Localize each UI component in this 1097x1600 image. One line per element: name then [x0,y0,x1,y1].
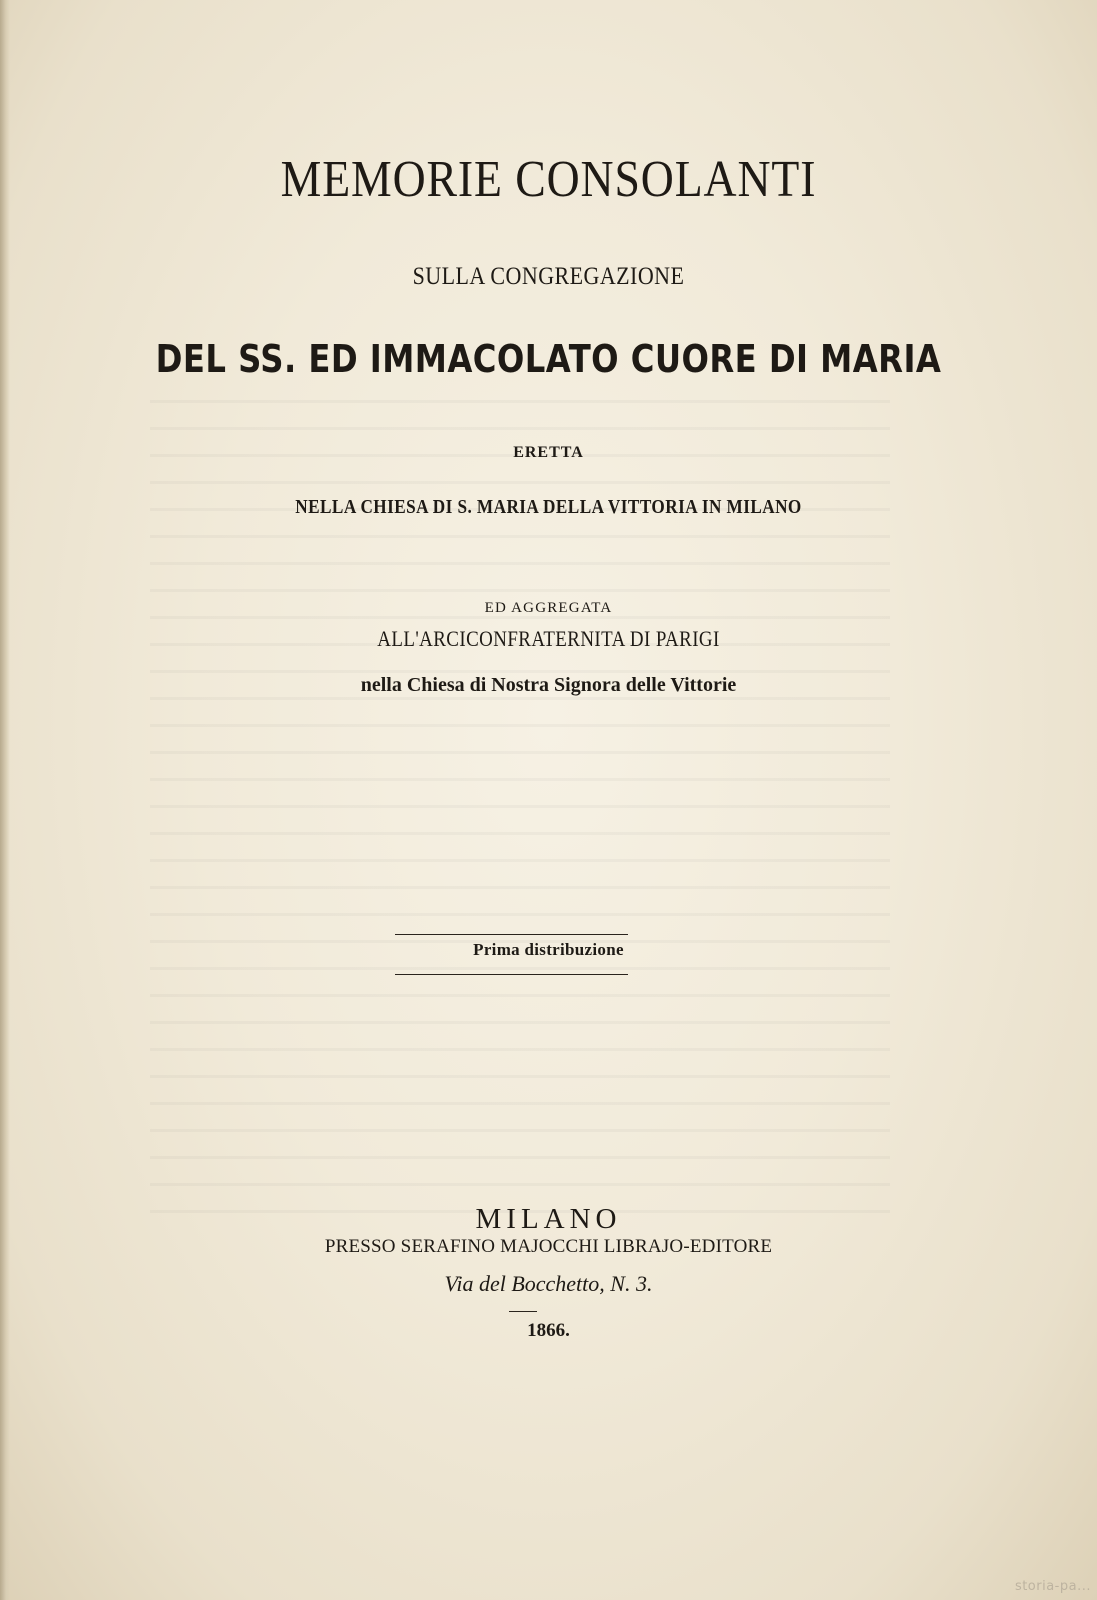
document-title: MEMORIE CONSOLANTI [280,151,817,208]
imprint-publisher: PRESSO SERAFINO MAJOCCHI LIBRAJO-EDITORE [324,1236,773,1257]
paris-church-line: nella Chiesa di Nostra Signora delle Vittorie [360,674,737,696]
page-edge-shadow [0,0,10,1600]
imprint-year: 1866. [527,1320,570,1341]
imprint-address: Via del Bocchetto, N. 3. [444,1271,653,1296]
show-through-text-texture [150,400,890,1220]
imprint-rule [509,1311,537,1312]
edition-label: Prima distribuzione [473,940,624,959]
watermark-text: storia-pa... [1014,1579,1091,1594]
edition-rule-top [395,934,628,935]
aggregata-label: ED AGGREGATA [484,600,613,616]
archconfraternity-line: ALL'ARCICONFRATERNITA DI PARIGI [377,626,720,651]
church-line: NELLA CHIESA DI S. MARIA DELLA VITTORIA IN MILANO [295,496,802,518]
imprint-city: MILANO [475,1203,622,1235]
edition-rule-bottom [395,974,628,975]
eretta-label: ERETTA [513,444,584,461]
subtitle-line-2: DEL SS. ED IMMACOLATO CUORE DI MARIA [155,337,942,381]
subtitle-line-1: SULLA CONGREGAZIONE [412,263,685,290]
